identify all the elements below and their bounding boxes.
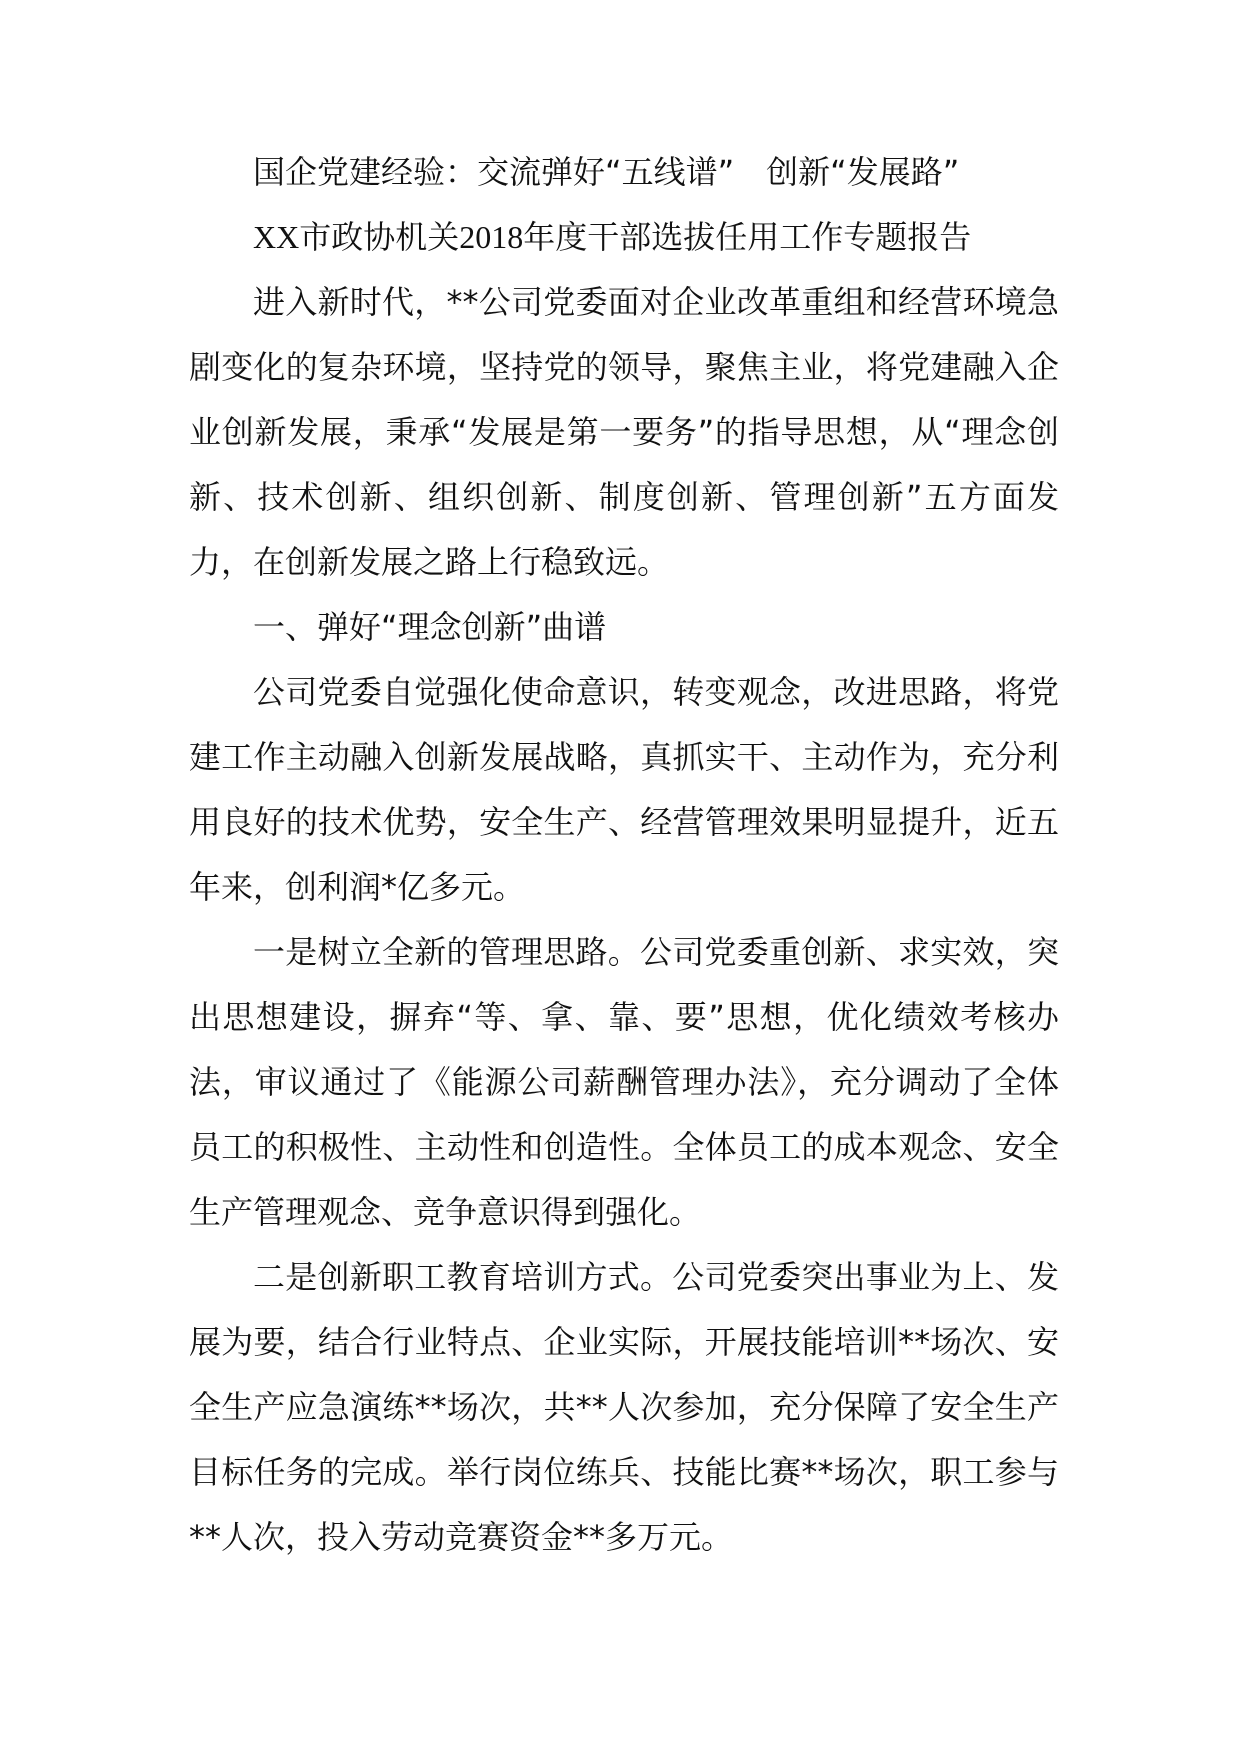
document-subtitle: XX市政协机关2018年度干部选拔任用工作专题报告 — [253, 219, 972, 255]
section-heading: 一、弹好“理念创新”曲谱 — [253, 608, 607, 646]
intro-paragraph: 进入新时代，**公司党委面对企业改革重组和经营环境急剧变化的复杂环境，坚持党的领导，聚焦主业，将党建融入企业创新发展，秉承“发展是第一要务”的指导思想，从“理念创新、技术创新、组织创新、制度创新、管理创新”五方面发力，在创新发展之路上行稳致远。 — [189, 283, 1059, 581]
body-paragraph: 公司党委自觉强化使命意识，转变观念，改进思路，将党建工作主动融入创新发展战略，真抓实干、主动作为，充分利用良好的技术优势，安全生产、经营管理效果明显提升，近五年来，创利润*亿多元。 — [189, 673, 1059, 906]
document-body — [189, 140, 1059, 1570]
document-title: 国企党建经验：交流弹好“五线谱” 创新“发展路” — [253, 153, 960, 191]
body-paragraph: 二是创新职工教育培训方式。公司党委突出事业为上、发展为要，结合行业特点、企业实际，开展技能培训**场次、安全生产应急演练**场次，共**人次参加，充分保障了安全生产目标任务的完成。举行岗位练兵、技能比赛**场次，职工参与**人次，投入劳动竞赛资金**多万元。 — [189, 1258, 1059, 1556]
body-paragraph: 一是树立全新的管理思路。公司党委重创新、求实效，突出思想建设，摒弃“等、拿、靠、要”思想，优化绩效考核办法，审议通过了《能源公司薪酬管理办法》，充分调动了全体员工的积极性、主动性和创造性。全体员工的成本观念、安全生产管理观念、竞争意识得到强化。 — [189, 933, 1059, 1231]
